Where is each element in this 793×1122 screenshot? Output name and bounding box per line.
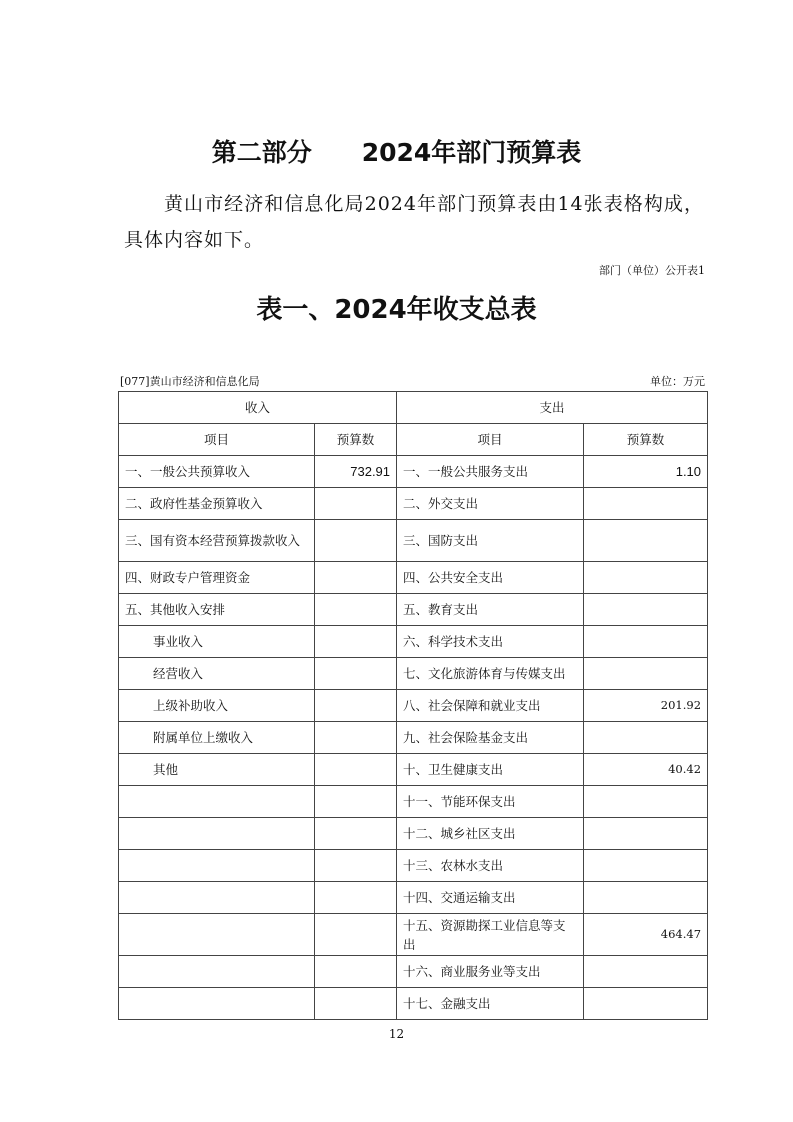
income-item-cell: 四、财政专户管理资金 (119, 562, 315, 594)
expense-item-cell: 九、社会保险基金支出 (397, 722, 584, 754)
table-code: 部门（单位）公开表1 (599, 264, 705, 277)
table-row (119, 754, 708, 786)
expense-item-cell: 十五、资源勘探工业信息等支出 (397, 914, 584, 956)
income-amount-cell (315, 786, 397, 818)
expense-amount-cell (584, 956, 708, 988)
income-amount-cell (315, 754, 397, 786)
income-item-cell (119, 956, 315, 988)
income-header: 收入 (119, 392, 397, 424)
expense-item-cell: 三、国防支出 (397, 520, 584, 562)
table-row (119, 690, 708, 722)
expense-amount-cell (584, 594, 708, 626)
expense-item-cell: 十四、交通运输支出 (397, 882, 584, 914)
expense-item-header: 项目 (397, 424, 584, 456)
table-row (119, 786, 708, 818)
expense-amount-header: 预算数 (584, 424, 708, 456)
expense-item-cell: 十六、商业服务业等支出 (397, 956, 584, 988)
income-amount-cell (315, 488, 397, 520)
income-item-cell (119, 882, 315, 914)
income-item-cell: 附属单位上缴收入 (119, 722, 315, 754)
income-amount-cell (315, 690, 397, 722)
income-item-cell: 二、政府性基金预算收入 (119, 488, 315, 520)
organization-label: [077]黄山市经济和信息化局 (120, 375, 260, 388)
expense-amount-cell: 464.47 (584, 914, 708, 956)
expense-amount-cell (584, 818, 708, 850)
income-item-cell: 事业收入 (119, 626, 315, 658)
income-item-cell (119, 786, 315, 818)
expense-amount-cell (584, 988, 708, 1020)
table-row (119, 882, 708, 914)
expense-amount-cell (584, 562, 708, 594)
expense-item-cell: 七、文化旅游体育与传媒支出 (397, 658, 584, 690)
expense-amount-cell (584, 626, 708, 658)
expense-item-cell: 十一、节能环保支出 (397, 786, 584, 818)
expense-amount-cell: 201.92 (584, 690, 708, 722)
table-row (119, 594, 708, 626)
income-amount-cell (315, 850, 397, 882)
income-item-cell (119, 818, 315, 850)
income-item-cell: 上级补助收入 (119, 690, 315, 722)
expense-item-cell: 五、教育支出 (397, 594, 584, 626)
budget-table (118, 391, 708, 1020)
income-amount-cell (315, 626, 397, 658)
expense-amount-cell: 1.10 (584, 456, 708, 488)
table-row (119, 456, 708, 488)
expense-item-cell: 六、科学技术支出 (397, 626, 584, 658)
intro-paragraph: 黄山市经济和信息化局2024年部门预算表由14张表格构成，具体内容如下。 (124, 193, 704, 251)
income-item-cell: 经营收入 (119, 658, 315, 690)
expense-item-cell: 十、卫生健康支出 (397, 754, 584, 786)
income-amount-header: 预算数 (315, 424, 397, 456)
expense-item-cell: 二、外交支出 (397, 488, 584, 520)
income-item-cell (119, 988, 315, 1020)
expense-amount-cell (584, 520, 708, 562)
income-item-cell (119, 850, 315, 882)
table-row (119, 488, 708, 520)
expense-amount-cell (584, 786, 708, 818)
table-row (119, 658, 708, 690)
expense-item-cell: 八、社会保障和就业支出 (397, 690, 584, 722)
table-row (119, 914, 708, 956)
income-amount-cell: 732.91 (315, 456, 397, 488)
expense-amount-cell (584, 722, 708, 754)
income-amount-cell (315, 818, 397, 850)
income-item-cell: 三、国有资本经营预算拨款收入 (119, 520, 315, 562)
table-row (119, 956, 708, 988)
table-row (119, 626, 708, 658)
unit-label: 单位：万元 (650, 375, 705, 388)
expense-amount-cell (584, 850, 708, 882)
table-row (119, 818, 708, 850)
expense-header: 支出 (397, 392, 708, 424)
expense-amount-cell: 40.42 (584, 754, 708, 786)
page-number: 12 (388, 1027, 405, 1041)
income-item-cell: 五、其他收入安排 (119, 594, 315, 626)
income-amount-cell (315, 956, 397, 988)
income-amount-cell (315, 914, 397, 956)
expense-amount-cell (584, 882, 708, 914)
income-amount-cell (315, 562, 397, 594)
expense-item-cell: 一、一般公共服务支出 (397, 456, 584, 488)
table-row (119, 850, 708, 882)
expense-item-cell: 十七、金融支出 (397, 988, 584, 1020)
expense-item-cell: 十二、城乡社区支出 (397, 818, 584, 850)
table-row (119, 988, 708, 1020)
expense-item-cell: 十三、农林水支出 (397, 850, 584, 882)
expense-item-cell: 四、公共安全支出 (397, 562, 584, 594)
income-item-cell: 一、一般公共预算收入 (119, 456, 315, 488)
part-title: 第二部分 2024年部门预算表 (211, 138, 582, 167)
table-title: 表一、2024年收支总表 (256, 295, 537, 325)
expense-amount-cell (584, 488, 708, 520)
expense-amount-cell (584, 658, 708, 690)
income-amount-cell (315, 988, 397, 1020)
income-item-cell: 其他 (119, 754, 315, 786)
income-amount-cell (315, 882, 397, 914)
income-item-cell (119, 914, 315, 956)
income-amount-cell (315, 722, 397, 754)
table-row (119, 562, 708, 594)
income-amount-cell (315, 658, 397, 690)
income-item-header: 项目 (119, 424, 315, 456)
income-amount-cell (315, 594, 397, 626)
table-row (119, 520, 708, 562)
income-amount-cell (315, 520, 397, 562)
table-row (119, 722, 708, 754)
